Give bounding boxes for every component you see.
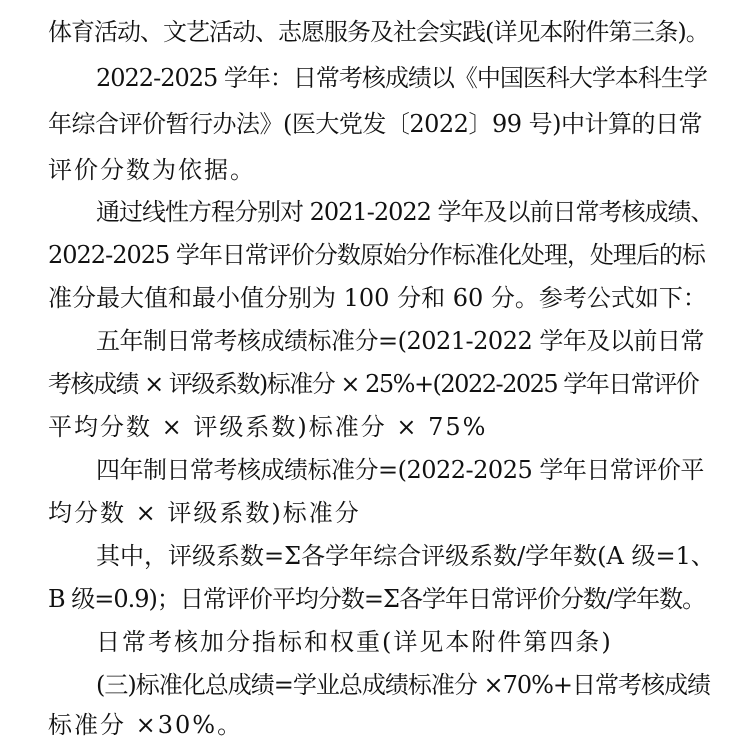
text-line-6: 2022-2025 学年日常评价分数原始分作标准化处理，处理后的标 xyxy=(48,241,705,269)
text-line-5: 通过线性方程分别对 2021-2022 学年及以前日常考核成绩、 xyxy=(96,198,714,226)
text-line-3: 年综合评价暂行办法》(医大党发〔2022〕99 号)中计算的日常 xyxy=(48,110,702,138)
text-line-2: 2022-2025 学年：日常考核成绩以《中国医科大学本科生学 xyxy=(96,64,707,92)
text-line-12: 均分数 × 评级系数)标准分 xyxy=(48,499,361,527)
text-line-7: 准分最大值和最小值分别为 100 分和 60 分。参考公式如下： xyxy=(48,284,707,312)
text-line-9: 考核成绩 × 评级系数)标准分 × 25%+(2022-2025 学年日常评价 xyxy=(48,370,699,398)
text-line-4: 评价分数为依据。 xyxy=(48,156,256,184)
text-line-11: 四年制日常考核成绩标准分=(2022-2025 学年日常评价平 xyxy=(96,456,704,484)
text-line-10: 平均分数 × 评级系数)标准分 × 75% xyxy=(48,413,488,441)
text-line-8: 五年制日常考核成绩标准分=(2021-2022 学年及以前日常 xyxy=(96,327,704,355)
text-line-14: B 级=0.9)；日常评价平均分数=Σ各学年日常评价分数/学年数。 xyxy=(48,585,706,613)
text-line-16: (三)标准化总成绩=学业总成绩标准分 ×70%+日常考核成绩 xyxy=(96,671,711,699)
text-line-13: 其中，评级系数=Σ各学年综合评级系数/学年数(A 级=1、 xyxy=(96,542,715,570)
text-line-1: 体育活动、文艺活动、志愿服务及社会实践(详见本附件第三条)。 xyxy=(48,18,709,46)
text-line-17: 标准分 ×30%。 xyxy=(48,711,244,739)
text-line-15: 日常考核加分指标和权重(详见本附件第四条) xyxy=(96,628,613,656)
